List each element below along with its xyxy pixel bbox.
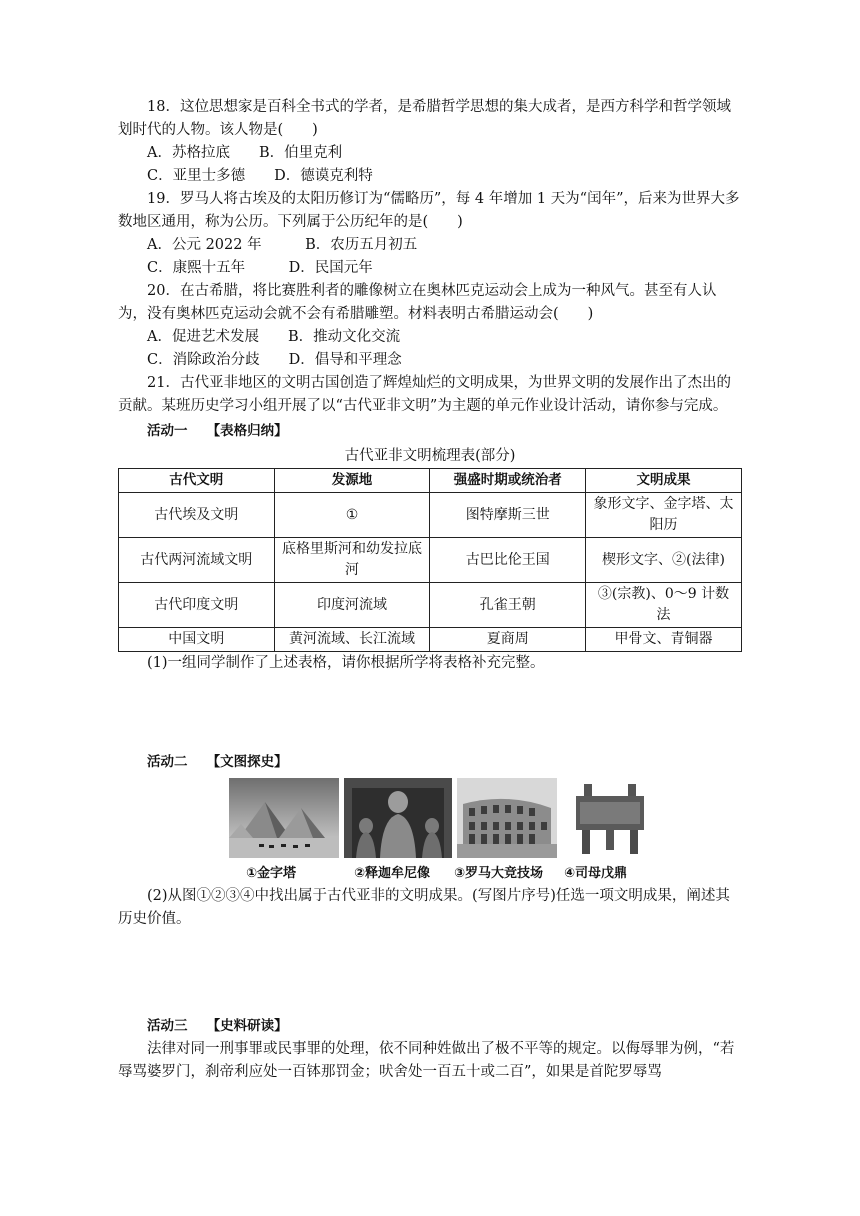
colosseum-image — [457, 778, 557, 858]
buddha-image — [344, 778, 452, 858]
activity-one-title: 【表格归纳】 — [206, 423, 288, 439]
table-header: 发源地 — [274, 469, 430, 493]
picture-label: ①金字塔 — [246, 866, 297, 881]
table-cell: 象形文字、金字塔、太阳历 — [586, 493, 742, 538]
table-header: 古代文明 — [119, 469, 275, 493]
q18-stem: 18．这位思想家是百科全书式的学者，是希腊哲学思想的集大成者，是西方科学和哲学领域划时代的人物。该人物是( ) — [118, 99, 731, 138]
table-cell: 底格里斯河和幼发拉底河 — [274, 538, 430, 583]
picture-labels — [246, 862, 742, 885]
source-material: 法律对同一刑事罪或民事罪的处理，依不同种姓做出了极不平等的规定。以侮辱罪为例，“若辱骂婆罗门，刹帝利应处一百钵那罚金；吠舍处一百五十或二百”，如果是首陀罗辱骂 — [118, 1041, 735, 1080]
picture-strip — [229, 778, 742, 858]
activity-one-label: 活动一 — [147, 423, 188, 439]
activity-two-title: 【文图探史】 — [206, 754, 288, 770]
activity-three-heading — [118, 1015, 742, 1038]
sub-question-1: (1)一组同学制作了上述表格，请你根据所学将表格补充完整。 — [147, 655, 545, 671]
pyramid-image — [229, 778, 339, 858]
table-header: 文明成果 — [586, 469, 742, 493]
activity-two-label: 活动二 — [147, 754, 188, 770]
table-cell: 图特摩斯三世 — [430, 493, 586, 538]
table-row — [119, 493, 742, 538]
table-caption: 古代亚非文明梳理表(部分) — [344, 448, 516, 464]
table-header: 强盛时期或统治者 — [430, 469, 586, 493]
table-header-row — [119, 469, 742, 493]
activity-one-heading — [118, 420, 742, 443]
table-cell: 黄河流域、长江流域 — [274, 628, 430, 652]
q18-options-cd: C．亚里士多德 D．德谟克利特 — [147, 168, 373, 184]
table-cell: ① — [274, 493, 430, 538]
picture-label: ②释迦牟尼像 — [354, 866, 431, 881]
picture-label: ③罗马大竞技场 — [454, 866, 544, 881]
answer-space-2 — [118, 931, 742, 1013]
table-cell: 孔雀王朝 — [430, 583, 586, 628]
q21-stem: 21．古代亚非地区的文明古国创造了辉煌灿烂的文明成果，为世界文明的发展作出了杰出的贡献。某班历史学习小组开展了以“古代亚非文明”为主题的单元作业设计活动，请你参与完成。 — [118, 375, 731, 414]
activity-three-title: 【史料研读】 — [206, 1018, 288, 1034]
table-cell: 古巴比伦王国 — [430, 538, 586, 583]
table-cell: ③(宗教)、0～9 计数法 — [586, 583, 742, 628]
table-cell: 古代埃及文明 — [119, 493, 275, 538]
answer-space-1 — [118, 675, 742, 749]
table-cell: 甲骨文、青铜器 — [586, 628, 742, 652]
q18-options-ab: A．苏格拉底 B．伯里克利 — [147, 145, 343, 161]
q20-options-cd: C．消除政治分歧 D．倡导和平理念 — [147, 352, 402, 368]
activity-two-heading — [118, 751, 742, 774]
table-cell: 楔形文字、②(法律) — [586, 538, 742, 583]
q19-stem: 19．罗马人将古埃及的太阳历修订为“儒略历”，每 4 年增加 1 天为“闰年”，后来为世界大多数地区通用，称为公历。下列属于公历纪年的是( ) — [118, 191, 740, 230]
table-row — [119, 628, 742, 652]
table-row — [119, 583, 742, 628]
sub-question-2: (2)从图①②③④中找出属于古代亚非的文明成果。(写图片序号)任选一项文明成果，阐述其历史价值。 — [118, 888, 730, 927]
activity-three-label: 活动三 — [147, 1018, 188, 1034]
q19-options-ab: A．公元 2022 年 B．农历五月初五 — [147, 237, 418, 253]
q20-options-ab: A．促进艺术发展 B．推动文化交流 — [147, 329, 401, 345]
q19-options-cd: C．康熙十五年 D．民国元年 — [147, 260, 373, 276]
table-cell: 印度河流域 — [274, 583, 430, 628]
civilization-table — [118, 468, 742, 652]
q20-stem: 20．在古希腊，将比赛胜利者的雕像树立在奥林匹克运动会上成为一种风气。甚至有人认为，没有奥林匹克运动会就不会有希腊雕塑。材料表明古希腊运动会( ) — [118, 283, 717, 322]
table-cell: 古代两河流域文明 — [119, 538, 275, 583]
table-cell: 中国文明 — [119, 628, 275, 652]
table-cell: 古代印度文明 — [119, 583, 275, 628]
picture-label: ④司母戊鼎 — [564, 866, 628, 881]
table-row — [119, 538, 742, 583]
exam-page — [118, 96, 742, 1084]
table-cell: 夏商周 — [430, 628, 586, 652]
ding-vessel-image — [562, 778, 658, 858]
